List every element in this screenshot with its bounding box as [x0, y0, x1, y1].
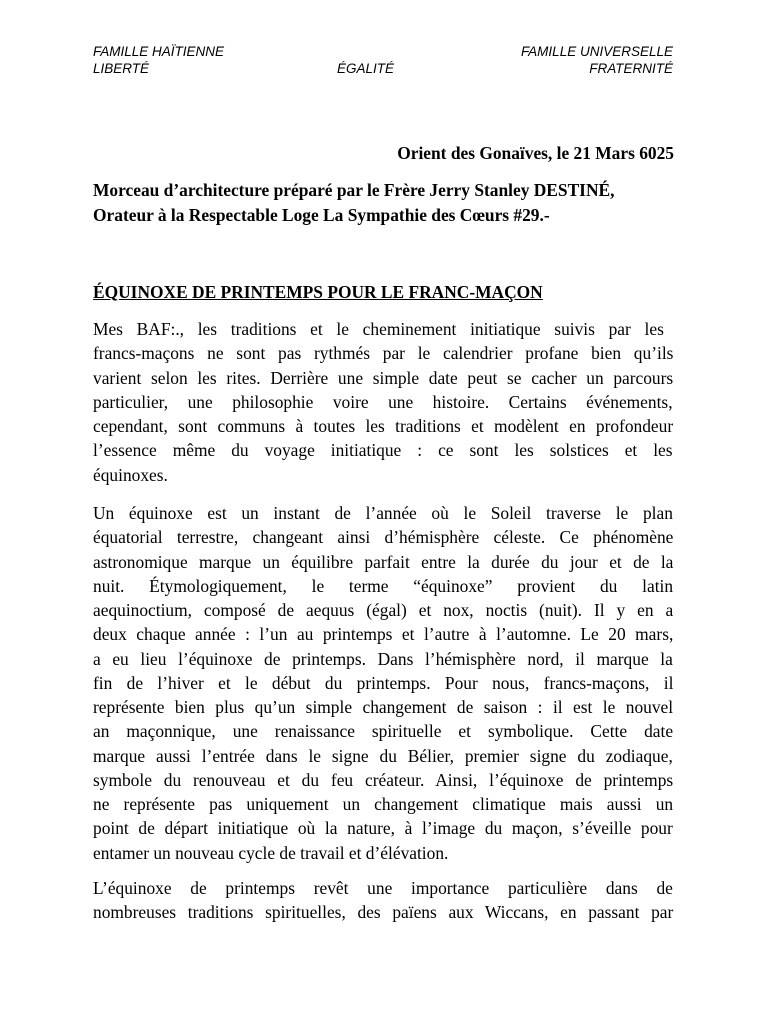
- text-line: marque aussi l’entrée dans le signe du Bélier, premier signe du zodiaque,: [93, 745, 673, 766]
- header-liberte: LIBERTÉ: [93, 61, 150, 76]
- text-line: nombreuses traditions spirituelles, des païens aux Wiccans, en passant par: [93, 902, 674, 923]
- document-title: ÉQUINOXE DE PRINTEMPS POUR LE FRANC-MAÇON: [93, 282, 543, 302]
- text-line: nuit. Étymologiquement, le terme “équinoxe” provient du latin: [93, 575, 674, 596]
- text-line: deux chaque année : l’un au printemps et l’autre à l’automne. Le 20 mars,: [93, 624, 674, 645]
- header-fraternite: FRATERNITÉ: [589, 61, 673, 76]
- intro-line: Orateur à la Respectable Loge La Sympathie des Cœurs #29.-: [93, 205, 550, 225]
- text-line: francs-maçons ne sont pas rythmés par le calendrier profane bien qu’ils: [93, 343, 674, 364]
- text-line: fin de l’hiver et le début du printemps. Pour nous, francs-maçons, il: [93, 672, 674, 693]
- paragraph-2: [93, 501, 673, 865]
- text-line: an maçonnique, une renaissance spirituelle et symbolique. Cette date: [93, 721, 674, 742]
- text-line: représente bien plus qu’un simple changement de saison : il est le nouvel: [93, 697, 674, 717]
- header-famille-universelle: FAMILLE UNIVERSELLE: [520, 44, 673, 59]
- text-line: l’essence même du voyage initiatique : ce sont les solstices et les: [93, 440, 673, 461]
- text-line: varient selon les rites. Derrière une simple date peut se cacher un parcours: [93, 367, 674, 388]
- intro-block: [93, 178, 673, 228]
- text-line: Un équinoxe est un instant de l’année où le Soleil traverse le plan: [93, 503, 673, 523]
- text-line: équatorial terrestre, changeant ainsi d’hémisphère céleste. Ce phénomène: [93, 527, 674, 548]
- text-line: symbole du renouveau et du feu créateur. Ainsi, l’équinoxe de printemps: [93, 769, 674, 790]
- text-line: astronomique marque un équilibre parfait entre la durée du jour et de la: [93, 551, 674, 572]
- text-line: entamer un nouveau cycle de travail et d’élévation.: [93, 842, 449, 863]
- paragraph-1: [93, 317, 673, 487]
- text-line: Mes BAF:., les traditions et le cheminement initiatique suivis par les: [93, 319, 664, 339]
- header-egalite: ÉGALITÉ: [337, 61, 395, 76]
- paragraph-3: [93, 876, 673, 925]
- text-line: aequinoctium, composé de aequus (égal) et nox, noctis (nuit). Il y en a: [93, 600, 674, 620]
- text-line: cependant, sont communs à toutes les traditions et modèlent en profondeur: [93, 416, 674, 436]
- text-line: L’équinoxe de printemps revêt une importance particulière dans de: [93, 878, 673, 898]
- text-line: point de départ initiatique où la nature, à l’image du maçon, s’éveille pour: [93, 818, 673, 839]
- header-famille-haitienne: FAMILLE HAÏTIENNE: [93, 44, 225, 59]
- text-line: ne représente pas uniquement un changement climatique mais aussi un: [93, 794, 674, 814]
- intro-line: Morceau d’architecture préparé par le Frère Jerry Stanley DESTINÉ,: [93, 180, 615, 200]
- text-line: a eu lieu l’équinoxe de printemps. Dans l’hémisphère nord, il marque la: [93, 648, 673, 669]
- text-line: équinoxes.: [93, 464, 168, 485]
- text-line: particulier, une philosophie voire une histoire. Certains événements,: [93, 391, 673, 412]
- place-and-date: Orient des Gonaïves, le 21 Mars 6025: [397, 143, 674, 163]
